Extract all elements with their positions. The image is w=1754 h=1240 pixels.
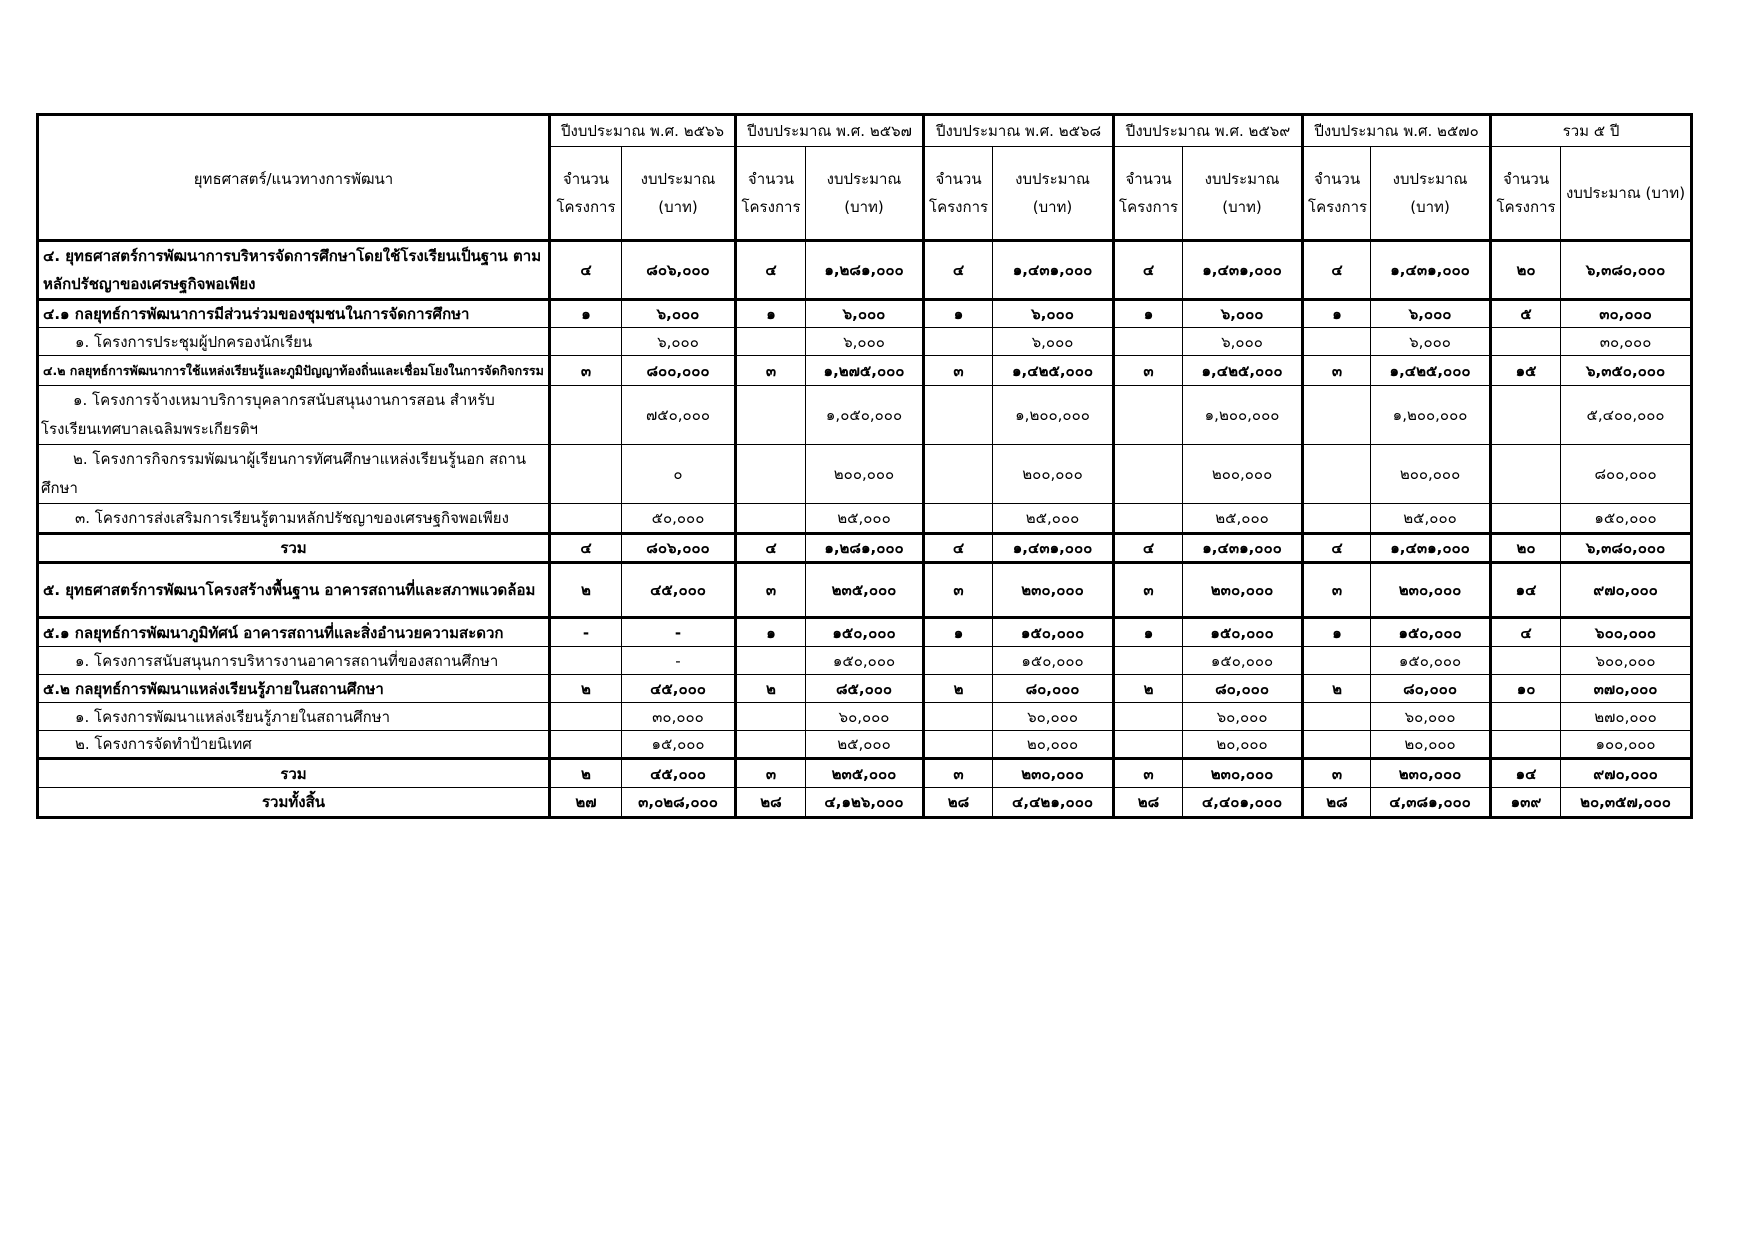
budget-label-line2: (บาท) bbox=[1032, 198, 1073, 216]
budget-cell: ๔,๓๘๑,๐๐๐ bbox=[1371, 788, 1491, 818]
budget-cell: ๑,๔๓๑,๐๐๐ bbox=[1183, 534, 1303, 563]
table-row bbox=[38, 647, 1692, 675]
budget-cell: ๘๐,๐๐๐ bbox=[993, 675, 1114, 703]
table-row bbox=[38, 445, 1692, 504]
project-count-cell: ๔ bbox=[924, 241, 993, 300]
budget-cell: ๓๐,๐๐๐ bbox=[622, 703, 736, 731]
project-count-cell: ๓ bbox=[1114, 759, 1183, 788]
table-row bbox=[38, 386, 1692, 445]
budget-cell: ๑,๒๐๐,๐๐๐ bbox=[1371, 386, 1491, 445]
count-header bbox=[1303, 147, 1371, 241]
project-count-cell: ๒ bbox=[550, 759, 622, 788]
project-count-cell bbox=[550, 703, 622, 731]
project-count-cell: ๒ bbox=[924, 675, 993, 703]
table-row bbox=[38, 618, 1692, 647]
table-row bbox=[38, 241, 1692, 300]
table-row bbox=[38, 534, 1692, 563]
count-label-line2: โครงการ bbox=[1308, 198, 1368, 216]
budget-cell: ๖,๓๘๐,๐๐๐ bbox=[1561, 534, 1692, 563]
budget-label-line1: งบประมาณ bbox=[1204, 170, 1280, 188]
count-header bbox=[1114, 147, 1183, 241]
budget-cell: ๘๐๐,๐๐๐ bbox=[1561, 445, 1692, 504]
count-header bbox=[1491, 147, 1561, 241]
project-count-cell: ๑ bbox=[1303, 300, 1371, 328]
project-count-cell bbox=[1491, 703, 1561, 731]
budget-cell: - bbox=[622, 647, 736, 675]
project-count-cell: ๒๘ bbox=[1303, 788, 1371, 818]
budget-cell: ๖,๓๘๐,๐๐๐ bbox=[1561, 241, 1692, 300]
budget-cell: ๖,๐๐๐ bbox=[806, 328, 924, 356]
project-count-cell: ๒ bbox=[1114, 675, 1183, 703]
project-count-cell: ๑ bbox=[550, 300, 622, 328]
project-count-cell: ๔ bbox=[1303, 241, 1371, 300]
project-count-cell: ๓ bbox=[1114, 563, 1183, 618]
project-count-cell: ๑ bbox=[736, 300, 806, 328]
budget-cell: ๒๐๐,๐๐๐ bbox=[806, 445, 924, 504]
project-count-cell bbox=[924, 731, 993, 759]
project-count-cell bbox=[736, 703, 806, 731]
budget-cell: ๙๗๐,๐๐๐ bbox=[1561, 563, 1692, 618]
budget-cell: ๒๕,๐๐๐ bbox=[1371, 504, 1491, 534]
budget-cell: ๑,๔๓๑,๐๐๐ bbox=[1183, 241, 1303, 300]
budget-header bbox=[993, 147, 1114, 241]
project-count-cell bbox=[1303, 445, 1371, 504]
budget-cell: ๖,๐๐๐ bbox=[1183, 328, 1303, 356]
count-label-line2: โครงการ bbox=[741, 198, 801, 216]
total-5-years-header: รวม ๕ ปี bbox=[1491, 115, 1692, 147]
budget-cell: ๘๐๖,๐๐๐ bbox=[622, 534, 736, 563]
budget-label-line1: งบประมาณ bbox=[640, 170, 716, 188]
row-label: ๕. ยุทธศาสตร์การพัฒนาโครงสร้างพื้นฐาน อาคารสถานที่และสภาพแวดล้อม bbox=[38, 563, 550, 618]
project-count-cell: ๑๔ bbox=[1491, 759, 1561, 788]
project-count-cell bbox=[924, 328, 993, 356]
project-count-cell: ๓ bbox=[736, 356, 806, 386]
budget-cell: ๑,๔๒๕,๐๐๐ bbox=[1183, 356, 1303, 386]
project-count-cell: ๔ bbox=[1491, 618, 1561, 647]
count-label-line1: จำนวน bbox=[935, 170, 982, 188]
budget-cell: ๘๐,๐๐๐ bbox=[1183, 675, 1303, 703]
year-header-2569: ปีงบประมาณ พ.ศ. ๒๕๖๙ bbox=[1114, 115, 1303, 147]
count-label-line2: โครงการ bbox=[1119, 198, 1179, 216]
budget-cell: ๑,๒๗๕,๐๐๐ bbox=[806, 356, 924, 386]
row-label: ๒. โครงการกิจกรรมพัฒนาผู้เรียนการทัศนศึกษาแหล่งเรียนรู้นอก สถานศึกษา bbox=[38, 445, 550, 504]
project-count-cell: ๑ bbox=[924, 300, 993, 328]
budget-cell: ๘๐,๐๐๐ bbox=[1371, 675, 1491, 703]
strategy-header: ยุทธศาสตร์/แนวทางการพัฒนา bbox=[38, 115, 550, 241]
row-label: ๑. โครงการพัฒนาแหล่งเรียนรู้ภายในสถานศึกษา bbox=[38, 703, 550, 731]
budget-cell: ๖,๐๐๐ bbox=[993, 300, 1114, 328]
budget-cell: ๖,๐๐๐ bbox=[1371, 300, 1491, 328]
budget-cell: ๖๐๐,๐๐๐ bbox=[1561, 618, 1692, 647]
project-count-cell bbox=[1303, 703, 1371, 731]
project-count-cell: ๓ bbox=[550, 356, 622, 386]
budget-cell: ๑๕๐,๐๐๐ bbox=[993, 647, 1114, 675]
row-label: ๔. ยุทธศาสตร์การพัฒนาการบริหารจัดการศึกษาโดยใช้โรงเรียนเป็นฐาน ตามหลักปรัชญาของเศรษฐกิจพอเพียง bbox=[38, 241, 550, 300]
project-count-cell bbox=[1114, 386, 1183, 445]
budget-header bbox=[806, 147, 924, 241]
budget-cell: ๑๕๐,๐๐๐ bbox=[1183, 618, 1303, 647]
budget-cell: ๑,๒๘๑,๐๐๐ bbox=[806, 534, 924, 563]
project-count-cell: ๑ bbox=[1114, 618, 1183, 647]
count-label-line2: โครงการ bbox=[556, 198, 616, 216]
project-count-cell: ๒๘ bbox=[924, 788, 993, 818]
budget-cell: ๑๕๐,๐๐๐ bbox=[806, 647, 924, 675]
project-count-cell: ๓ bbox=[924, 759, 993, 788]
project-count-cell: ๓ bbox=[1114, 356, 1183, 386]
project-count-cell bbox=[550, 504, 622, 534]
project-count-cell: ๔ bbox=[1114, 534, 1183, 563]
table-row bbox=[38, 759, 1692, 788]
row-label: รวม bbox=[38, 759, 550, 788]
table-row bbox=[38, 731, 1692, 759]
header-row-years bbox=[38, 115, 1692, 147]
budget-cell: ๒๕,๐๐๐ bbox=[806, 731, 924, 759]
count-header bbox=[550, 147, 622, 241]
project-count-cell bbox=[924, 504, 993, 534]
budget-cell: ๖,๓๕๐,๐๐๐ bbox=[1561, 356, 1692, 386]
budget-cell: ๒๕,๐๐๐ bbox=[1183, 504, 1303, 534]
project-count-cell: ๔ bbox=[1303, 534, 1371, 563]
project-count-cell: ๑๐ bbox=[1491, 675, 1561, 703]
count-label-line1: จำนวน bbox=[562, 170, 610, 188]
count-label-line1: จำนวน bbox=[1502, 170, 1550, 188]
table-row bbox=[38, 703, 1692, 731]
table-row bbox=[38, 788, 1692, 818]
project-count-cell bbox=[1303, 386, 1371, 445]
budget-cell: ๖,๐๐๐ bbox=[1183, 300, 1303, 328]
project-count-cell: ๒๐ bbox=[1491, 241, 1561, 300]
budget-cell: ๕๐,๐๐๐ bbox=[622, 504, 736, 534]
project-count-cell bbox=[924, 445, 993, 504]
row-label: รวมทั้งสิ้น bbox=[38, 788, 550, 818]
row-label: ๑. โครงการสนับสนุนการบริหารงานอาคารสถานที่ของสถานศึกษา bbox=[38, 647, 550, 675]
budget-cell: ๖๐๐,๐๐๐ bbox=[1561, 647, 1692, 675]
budget-cell: ๔,๔๐๑,๐๐๐ bbox=[1183, 788, 1303, 818]
project-count-cell bbox=[1114, 445, 1183, 504]
project-count-cell bbox=[1491, 647, 1561, 675]
row-label: ๔.๑ กลยุทธ์การพัฒนาการมีส่วนร่วมของชุมชนในการจัดการศึกษา bbox=[38, 300, 550, 328]
project-count-cell bbox=[1491, 445, 1561, 504]
count-header bbox=[736, 147, 806, 241]
project-count-cell: ๑๕ bbox=[1491, 356, 1561, 386]
project-count-cell bbox=[736, 731, 806, 759]
table-row bbox=[38, 675, 1692, 703]
year-header-2570: ปีงบประมาณ พ.ศ. ๒๕๗๐ bbox=[1303, 115, 1491, 147]
budget-cell: ๖,๐๐๐ bbox=[622, 300, 736, 328]
project-count-cell: ๓ bbox=[736, 759, 806, 788]
project-count-cell: ๑ bbox=[1303, 618, 1371, 647]
project-count-cell bbox=[1491, 328, 1561, 356]
budget-cell: ๒๐๐,๐๐๐ bbox=[993, 445, 1114, 504]
budget-cell: ๐ bbox=[622, 445, 736, 504]
project-count-cell: ๔ bbox=[736, 534, 806, 563]
project-count-cell bbox=[550, 328, 622, 356]
project-count-cell: ๔ bbox=[550, 534, 622, 563]
budget-cell: ๙๗๐,๐๐๐ bbox=[1561, 759, 1692, 788]
project-count-cell: ๑๔ bbox=[1491, 563, 1561, 618]
table-row bbox=[38, 356, 1692, 386]
count-header bbox=[924, 147, 993, 241]
project-count-cell bbox=[1491, 504, 1561, 534]
budget-cell: ๕,๔๐๐,๐๐๐ bbox=[1561, 386, 1692, 445]
budget-cell: ๖๐,๐๐๐ bbox=[1183, 703, 1303, 731]
project-count-cell: ๑๓๙ bbox=[1491, 788, 1561, 818]
table-row bbox=[38, 300, 1692, 328]
project-count-cell: ๓ bbox=[1303, 356, 1371, 386]
project-count-cell bbox=[1303, 647, 1371, 675]
project-count-cell bbox=[736, 328, 806, 356]
budget-label-line1: งบประมาณ bbox=[1392, 170, 1468, 188]
project-count-cell bbox=[924, 703, 993, 731]
row-label: ๑. โครงการประชุมผู้ปกครองนักเรียน bbox=[38, 328, 550, 356]
budget-cell: ๖๐,๐๐๐ bbox=[993, 703, 1114, 731]
project-count-cell: ๔ bbox=[550, 241, 622, 300]
budget-cell: ๑,๒๐๐,๐๐๐ bbox=[1183, 386, 1303, 445]
row-label: ๒. โครงการจัดทำป้ายนิเทศ bbox=[38, 731, 550, 759]
budget-cell: ๑๕๐,๐๐๐ bbox=[1371, 647, 1491, 675]
budget-cell: ๖,๐๐๐ bbox=[993, 328, 1114, 356]
project-count-cell bbox=[1114, 731, 1183, 759]
budget-cell: ๑๕,๐๐๐ bbox=[622, 731, 736, 759]
project-count-cell bbox=[1491, 731, 1561, 759]
budget-cell: ๒๐๐,๐๐๐ bbox=[1183, 445, 1303, 504]
total-budget-header: งบประมาณ (บาท) bbox=[1561, 147, 1692, 241]
row-label: ๕.๑ กลยุทธ์การพัฒนาภูมิทัศน์ อาคารสถานที่และสิ่งอำนวยความสะดวก bbox=[38, 618, 550, 647]
project-count-cell bbox=[1114, 504, 1183, 534]
budget-header bbox=[622, 147, 736, 241]
budget-cell: ๒๐๐,๐๐๐ bbox=[1371, 445, 1491, 504]
project-count-cell: ๑ bbox=[924, 618, 993, 647]
table-row bbox=[38, 563, 1692, 618]
budget-label-line2: (บาท) bbox=[658, 198, 698, 216]
budget-cell: ๗๕๐,๐๐๐ bbox=[622, 386, 736, 445]
year-header-2567: ปีงบประมาณ พ.ศ. ๒๕๖๗ bbox=[736, 115, 924, 147]
budget-cell: ๒๓๕,๐๐๐ bbox=[806, 563, 924, 618]
project-count-cell: ๔ bbox=[736, 241, 806, 300]
project-count-cell bbox=[736, 445, 806, 504]
project-count-cell bbox=[736, 386, 806, 445]
project-count-cell: ๔ bbox=[1114, 241, 1183, 300]
project-count-cell bbox=[736, 504, 806, 534]
budget-cell: ๓๐,๐๐๐ bbox=[1561, 300, 1692, 328]
budget-cell: ๒๐,๐๐๐ bbox=[1183, 731, 1303, 759]
project-count-cell: ๓ bbox=[736, 563, 806, 618]
project-count-cell bbox=[1491, 386, 1561, 445]
project-count-cell: ๒ bbox=[736, 675, 806, 703]
project-count-cell bbox=[1114, 703, 1183, 731]
project-count-cell bbox=[550, 445, 622, 504]
year-header-2566: ปีงบประมาณ พ.ศ. ๒๕๖๖ bbox=[550, 115, 736, 147]
budget-cell: ๓,๐๒๘,๐๐๐ bbox=[622, 788, 736, 818]
project-count-cell: ๓ bbox=[924, 356, 993, 386]
budget-label-line1: งบประมาณ bbox=[826, 170, 902, 188]
budget-cell: ๑,๔๓๑,๐๐๐ bbox=[1371, 241, 1491, 300]
budget-cell: ๒๓๐,๐๐๐ bbox=[1371, 563, 1491, 618]
table-row bbox=[38, 504, 1692, 534]
budget-cell: ๘๐๖,๐๐๐ bbox=[622, 241, 736, 300]
budget-cell: ๔,๑๒๖,๐๐๐ bbox=[806, 788, 924, 818]
project-count-cell bbox=[1303, 731, 1371, 759]
budget-header bbox=[1371, 147, 1491, 241]
budget-cell: ๑,๔๒๕,๐๐๐ bbox=[1371, 356, 1491, 386]
budget-cell: ๔๕,๐๐๐ bbox=[622, 563, 736, 618]
budget-cell: ๒๓๐,๐๐๐ bbox=[993, 563, 1114, 618]
budget-label-line2: (บาท) bbox=[1410, 198, 1450, 216]
project-count-cell bbox=[1303, 328, 1371, 356]
budget-cell: ๒๓๐,๐๐๐ bbox=[1183, 563, 1303, 618]
project-count-cell bbox=[550, 647, 622, 675]
budget-cell: - bbox=[622, 618, 736, 647]
budget-cell: ๒๐,๐๐๐ bbox=[993, 731, 1114, 759]
project-count-cell: ๒๗ bbox=[550, 788, 622, 818]
budget-cell: ๔๕,๐๐๐ bbox=[622, 675, 736, 703]
project-count-cell bbox=[1114, 328, 1183, 356]
table-body bbox=[38, 241, 1692, 818]
budget-cell: ๒๐,๐๐๐ bbox=[1371, 731, 1491, 759]
row-label: ๕.๒ กลยุทธ์การพัฒนาแหล่งเรียนรู้ภายในสถานศึกษา bbox=[38, 675, 550, 703]
budget-cell: ๑,๐๕๐,๐๐๐ bbox=[806, 386, 924, 445]
budget-cell: ๖,๐๐๐ bbox=[1371, 328, 1491, 356]
budget-cell: ๘๐๐,๐๐๐ bbox=[622, 356, 736, 386]
budget-cell: ๓๐,๐๐๐ bbox=[1561, 328, 1692, 356]
budget-cell: ๖๐,๐๐๐ bbox=[806, 703, 924, 731]
budget-cell: ๑,๒๐๐,๐๐๐ bbox=[993, 386, 1114, 445]
budget-cell: ๑,๔๓๑,๐๐๐ bbox=[1371, 534, 1491, 563]
project-count-cell: ๓ bbox=[1303, 759, 1371, 788]
budget-cell: ๑๕๐,๐๐๐ bbox=[1561, 504, 1692, 534]
row-label: ๓. โครงการส่งเสริมการเรียนรู้ตามหลักปรัชญาของเศรษฐกิจพอเพียง bbox=[38, 504, 550, 534]
project-count-cell: ๑ bbox=[1114, 300, 1183, 328]
project-count-cell bbox=[924, 386, 993, 445]
project-count-cell bbox=[924, 647, 993, 675]
count-label-line2: โครงการ bbox=[1496, 198, 1556, 216]
budget-label-line2: (บาท) bbox=[844, 198, 884, 216]
project-count-cell bbox=[736, 647, 806, 675]
project-count-cell: ๔ bbox=[924, 534, 993, 563]
budget-cell: ๒๐,๓๕๗,๐๐๐ bbox=[1561, 788, 1692, 818]
budget-cell: ๒๕,๐๐๐ bbox=[806, 504, 924, 534]
count-label-line1: จำนวน bbox=[1125, 170, 1172, 188]
count-label-line1: จำนวน bbox=[1313, 170, 1361, 188]
table-row bbox=[38, 328, 1692, 356]
project-count-cell: ๕ bbox=[1491, 300, 1561, 328]
budget-cell: ๓๗๐,๐๐๐ bbox=[1561, 675, 1692, 703]
budget-cell: ๔,๔๒๑,๐๐๐ bbox=[993, 788, 1114, 818]
budget-cell: ๑,๔๓๑,๐๐๐ bbox=[993, 241, 1114, 300]
budget-cell: ๖,๐๐๐ bbox=[806, 300, 924, 328]
project-count-cell: ๒๘ bbox=[736, 788, 806, 818]
budget-cell: ๒๓๐,๐๐๐ bbox=[1371, 759, 1491, 788]
budget-cell: ๒๓๐,๐๐๐ bbox=[993, 759, 1114, 788]
project-count-cell: - bbox=[550, 618, 622, 647]
budget-cell: ๑๐๐,๐๐๐ bbox=[1561, 731, 1692, 759]
budget-cell: ๑๕๐,๐๐๐ bbox=[1371, 618, 1491, 647]
budget-cell: ๔๕,๐๐๐ bbox=[622, 759, 736, 788]
project-count-cell: ๒ bbox=[550, 563, 622, 618]
budget-cell: ๑,๔๒๕,๐๐๐ bbox=[993, 356, 1114, 386]
row-label: ๑. โครงการจ้างเหมาบริการบุคลากรสนับสนุนงานการสอน สำหรับโรงเรียนเทศบาลเฉลิมพระเกียรติฯ bbox=[38, 386, 550, 445]
budget-cell: ๑,๔๓๑,๐๐๐ bbox=[993, 534, 1114, 563]
budget-cell: ๖๐,๐๐๐ bbox=[1371, 703, 1491, 731]
project-count-cell bbox=[550, 731, 622, 759]
budget-label-line1: งบประมาณ bbox=[1015, 170, 1090, 188]
row-label: รวม bbox=[38, 534, 550, 563]
project-count-cell: ๒๐ bbox=[1491, 534, 1561, 563]
budget-cell: ๒๓๕,๐๐๐ bbox=[806, 759, 924, 788]
row-label: ๔.๒ กลยุทธ์การพัฒนาการใช้แหล่งเรียนรู้และภูมิปัญญาท้องถิ่นและเชื่อมโยงในการจัดกิจกรรม bbox=[38, 356, 550, 386]
budget-cell: ๒๓๐,๐๐๐ bbox=[1183, 759, 1303, 788]
project-count-cell bbox=[550, 386, 622, 445]
project-count-cell: ๑ bbox=[736, 618, 806, 647]
budget-cell: ๘๕,๐๐๐ bbox=[806, 675, 924, 703]
budget-plan-table bbox=[36, 113, 1693, 819]
budget-cell: ๒๗๐,๐๐๐ bbox=[1561, 703, 1692, 731]
project-count-cell: ๒๘ bbox=[1114, 788, 1183, 818]
budget-cell: ๑๕๐,๐๐๐ bbox=[806, 618, 924, 647]
budget-cell: ๑,๒๘๑,๐๐๐ bbox=[806, 241, 924, 300]
project-count-cell: ๒ bbox=[1303, 675, 1371, 703]
budget-header bbox=[1183, 147, 1303, 241]
project-count-cell: ๒ bbox=[550, 675, 622, 703]
project-count-cell: ๓ bbox=[924, 563, 993, 618]
budget-cell: ๖,๐๐๐ bbox=[622, 328, 736, 356]
budget-cell: ๑๕๐,๐๐๐ bbox=[993, 618, 1114, 647]
project-count-cell bbox=[1114, 647, 1183, 675]
budget-cell: ๒๕,๐๐๐ bbox=[993, 504, 1114, 534]
budget-label-line2: (บาท) bbox=[1222, 198, 1262, 216]
count-label-line1: จำนวน bbox=[747, 170, 795, 188]
count-label-line2: โครงการ bbox=[929, 198, 989, 216]
project-count-cell bbox=[1303, 504, 1371, 534]
project-count-cell: ๓ bbox=[1303, 563, 1371, 618]
year-header-2568: ปีงบประมาณ พ.ศ. ๒๕๖๘ bbox=[924, 115, 1114, 147]
budget-cell: ๑๕๐,๐๐๐ bbox=[1183, 647, 1303, 675]
